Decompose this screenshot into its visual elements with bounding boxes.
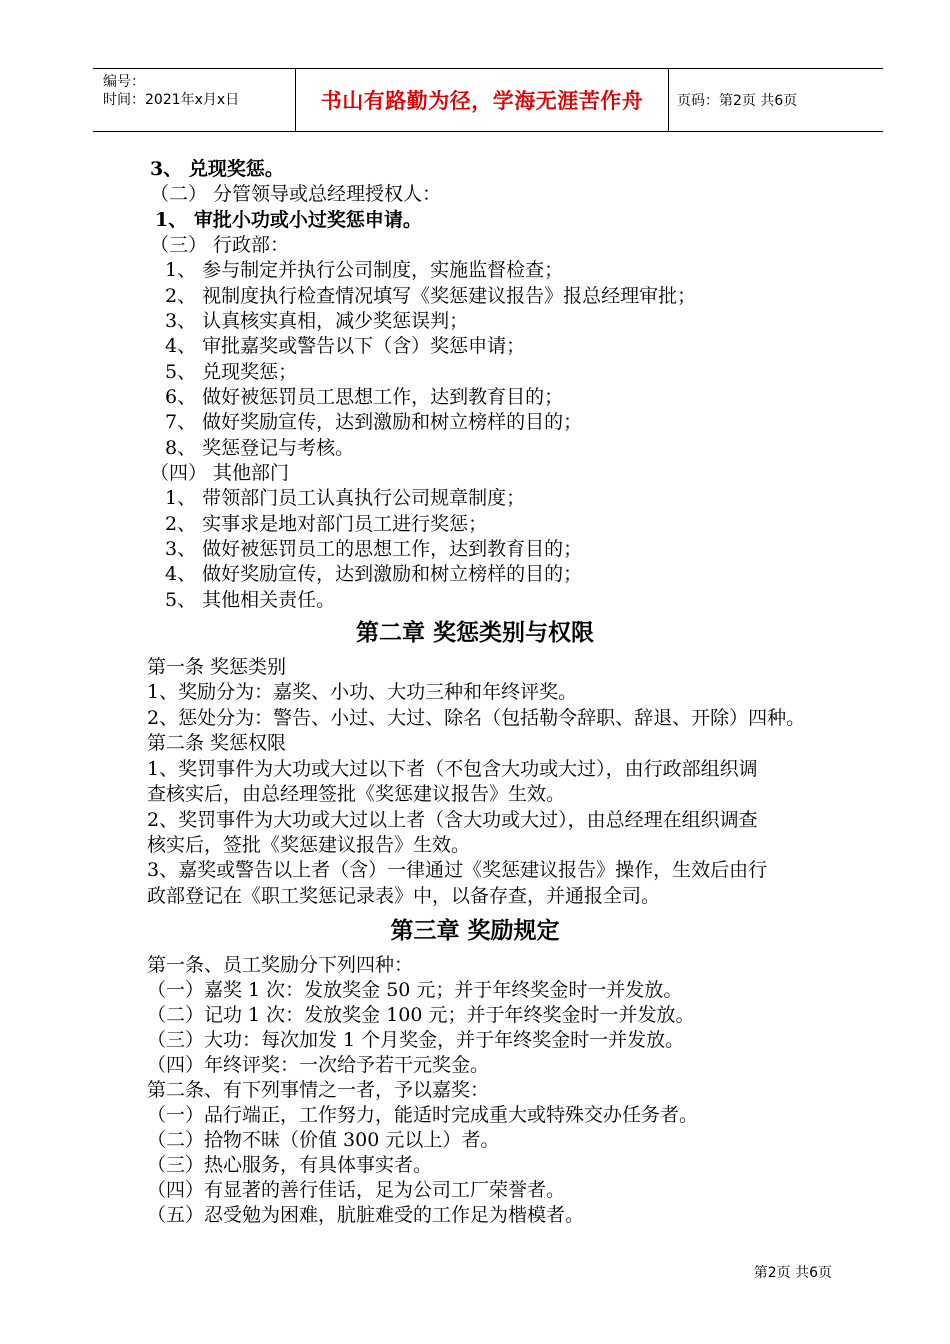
text-line: 6、 做好被惩罚员工思想工作，达到教育目的； (165, 386, 564, 408)
text-line: 查核实后，由总经理签批《奖惩建议报告》生效。 (147, 783, 566, 805)
text-line: 7、 做好奖励宣传，达到激励和树立榜样的目的； (165, 411, 583, 433)
text-line: （四）年终评奖：一次给予若干元奖金。 (147, 1054, 490, 1076)
header-motto: 书山有路勤为径，学海无涯苦作舟 (295, 69, 669, 131)
text-line: 3、 兑现奖惩。 (150, 158, 284, 180)
text-line: 4、 做好奖励宣传，达到激励和树立榜样的目的； (165, 563, 583, 585)
text-line: 3、 做好被惩罚员工的思想工作，达到教育目的； (165, 538, 583, 560)
page-header (93, 68, 883, 132)
text-line: 2、惩处分为：警告、小过、大过、除名（包括勒令辞职、辞退、开除）四种。 (147, 707, 806, 729)
section-heading: （四） 其他部门 (150, 462, 290, 484)
text-line: （三）热心服务，有具体事实者。 (147, 1154, 433, 1176)
text-line: 政部登记在《职工奖惩记录表》中，以备存查，并通报全司。 (147, 885, 661, 907)
text-line: （二）记功 1 次：发放奖金 100 元；并于年终奖金时一并发放。 (147, 1004, 695, 1026)
text-line: 核实后，签批《奖惩建议报告》生效。 (147, 834, 471, 856)
text-line: 1、 审批小功或小过奖惩申请。 (155, 209, 422, 231)
text-line: （五）忍受勉为困难，肮脏难受的工作足为楷模者。 (147, 1204, 585, 1226)
article-heading: 第一条、员工奖励分下列四种： (147, 954, 414, 976)
text-line: 8、 奖惩登记与考核。 (165, 437, 355, 459)
text-line: （一）嘉奖 1 次：发放奖金 50 元；并于年终奖金时一并发放。 (147, 979, 683, 1001)
text-line: 5、 其他相关责任。 (165, 589, 336, 611)
text-line: 1、奖励分为：嘉奖、小功、大功三种和年终评奖。 (147, 681, 578, 703)
time-label: 时间：2021年x月x日 (103, 92, 240, 108)
text-line: 1、 带领部门员工认真执行公司规章制度； (165, 487, 526, 509)
article-heading: 第二条 奖惩权限 (147, 732, 287, 754)
section-heading: （二） 分管领导或总经理授权人： (150, 183, 442, 205)
page-footer: 第2页 共6页 (753, 1265, 832, 1281)
text-line: （四）有显著的善行佳话，足为公司工厂荣誉者。 (147, 1179, 566, 1201)
text-line: （一）品行端正，工作努力，能适时完成重大或特殊交办任务者。 (147, 1104, 699, 1126)
text-line: 4、 审批嘉奖或警告以下（含）奖惩申请； (165, 335, 526, 357)
text-line: 2、 实事求是地对部门员工进行奖惩； (165, 513, 488, 535)
text-line: 2、 视制度执行检查情况填写《奖惩建议报告》报总经理审批； (165, 285, 697, 307)
text-line: 1、 参与制定并执行公司制度，实施监督检查； (165, 259, 564, 281)
section-heading: （三） 行政部： (150, 234, 290, 256)
article-heading: 第一条 奖惩类别 (147, 656, 287, 678)
article-heading: 第二条、有下列事情之一者，予以嘉奖： (147, 1079, 490, 1101)
text-line: 5、 兑现奖惩； (165, 361, 298, 383)
chapter-title: 第三章 奖励规定 (390, 918, 560, 944)
header-page-info: 页码：第2页 共6页 (677, 93, 798, 109)
text-line: 3、嘉奖或警告以上者（含）一律通过《奖惩建议报告》操作，生效后由行 (147, 859, 768, 881)
text-line: 3、 认真核实真相，减少奖惩误判； (165, 310, 469, 332)
chapter-title: 第二章 奖惩类别与权限 (355, 620, 594, 646)
code-label: 编号： (103, 74, 145, 90)
text-line: （二）拾物不昧（价值 300 元以上）者。 (147, 1129, 500, 1151)
text-line: （三）大功：每次加发 1 个月奖金，并于年终奖金时一并发放。 (147, 1029, 685, 1051)
header-meta (93, 69, 295, 131)
text-line: 2、奖罚事件为大功或大过以上者（含大功或大过），由总经理在组织调查 (147, 809, 758, 831)
text-line: 1、奖罚事件为大功或大过以下者（不包含大功或大过），由行政部组织调 (147, 758, 758, 780)
